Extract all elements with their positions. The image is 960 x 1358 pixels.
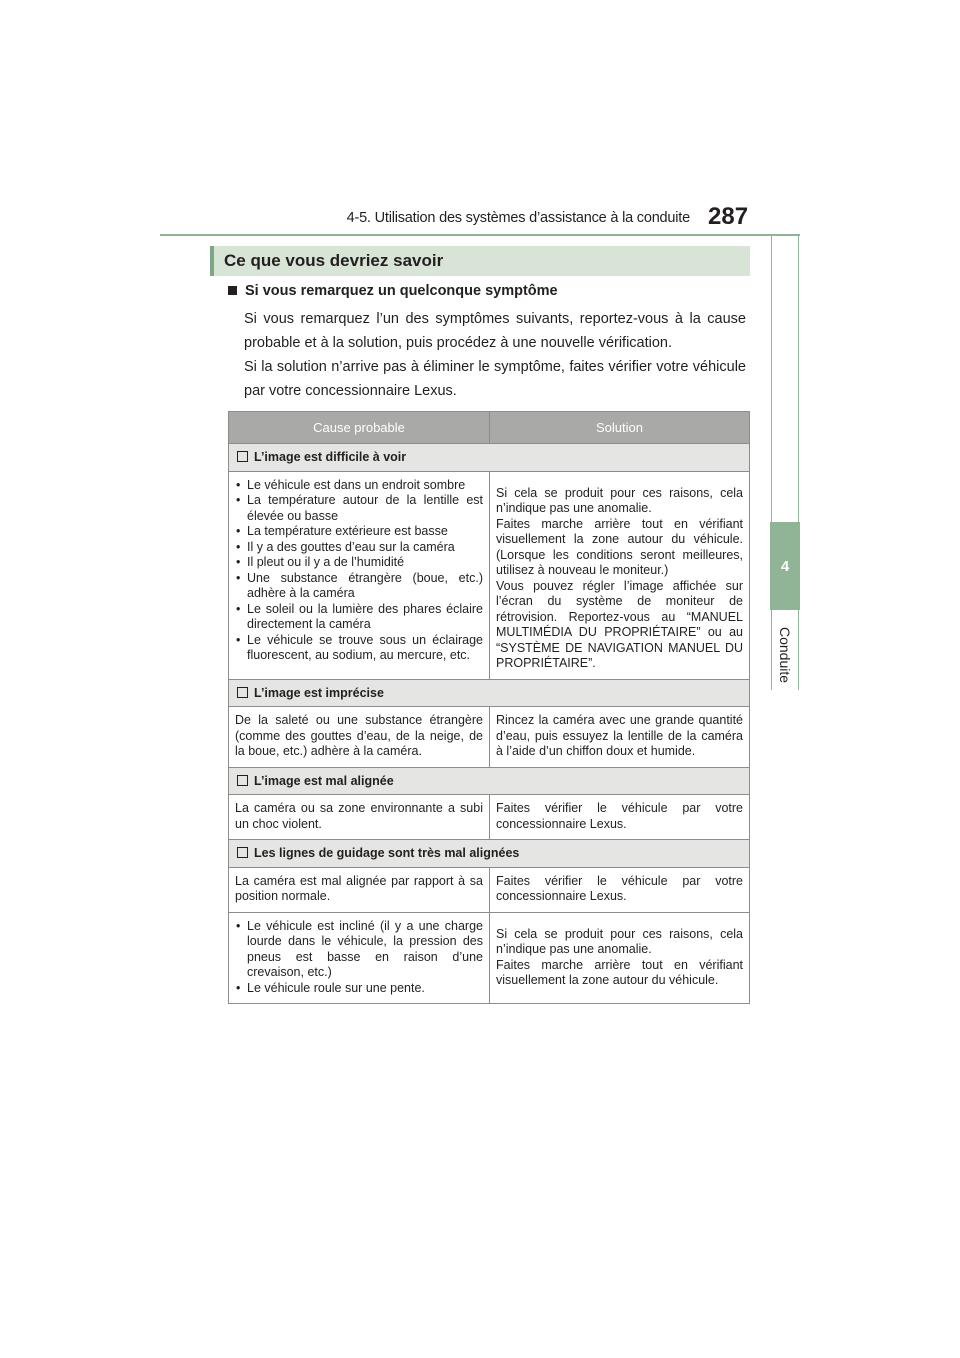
list-item: • Le véhicule est incliné (il y a une charge lourde dans le véhicule, la pression des pneus est basse en raison d’une crevaison, etc.)	[235, 919, 483, 981]
group-row	[229, 767, 750, 795]
table-body	[229, 444, 750, 1004]
section-title: 4-5. Utilisation des systèmes d’assistance à la conduite	[346, 210, 690, 226]
cause-list	[235, 478, 483, 664]
list-item: • Une substance étrangère (boue, etc.) adhère à la caméra	[235, 571, 483, 602]
checkbox-icon	[237, 687, 248, 698]
paragraph: Si la solution n’arrive pas à éliminer le symptôme, faites vérifier votre véhicule par votre concessionnaire Lexus.	[244, 359, 746, 399]
checkbox-icon	[237, 775, 248, 786]
cause-list	[235, 919, 483, 997]
group-row	[229, 679, 750, 707]
solution-cell: Faites vérifier le véhicule par votre concessionnaire Lexus.	[490, 795, 750, 840]
list-item: • Le véhicule est dans un endroit sombre	[235, 478, 483, 494]
cause-cell: La caméra est mal alignée par rapport à sa position normale.	[229, 867, 490, 912]
header-rule	[160, 234, 800, 236]
table-row	[229, 795, 750, 840]
group-title-text: L’image est mal alignée	[254, 773, 394, 788]
group-title	[229, 840, 750, 868]
list-item: • Le soleil ou la lumière des phares éclaire directement la caméra	[235, 602, 483, 633]
list-item: • Il pleut ou il y a de l’humidité	[235, 555, 483, 571]
chapter-label: Conduite	[777, 626, 794, 684]
paragraph: Si vous remarquez l’un des symptômes suivants, reportez-vous à la cause probable et à la solution, puis procédez à une nouvelle vérification.	[244, 311, 746, 351]
group-title-text: Les lignes de guidage sont très mal alignées	[254, 846, 520, 860]
group-title	[229, 767, 750, 795]
group-title	[229, 679, 750, 707]
checkbox-icon	[237, 451, 248, 462]
chapter-tab[interactable]: 4	[770, 522, 800, 610]
square-bullet-icon	[228, 286, 237, 295]
list-item: • Le véhicule se trouve sous un éclairage fluorescent, au sodium, au mercure, etc.	[235, 633, 483, 664]
cause-cell: La caméra ou sa zone environnante a subi un choc violent.	[229, 795, 490, 840]
table-header-row	[229, 412, 750, 444]
group-title	[229, 444, 750, 472]
list-item: • La température extérieure est basse	[235, 524, 483, 540]
troubleshooting-table	[228, 411, 750, 1004]
box-title: Ce que vous devriez savoir	[210, 246, 750, 276]
page-number: 287	[708, 203, 749, 230]
solution-cell: Faites vérifier le véhicule par votre concessionnaire Lexus.	[490, 867, 750, 912]
group-title-text: L’image est imprécise	[254, 685, 384, 700]
subheading: Si vous remarquez un quelconque symptôme	[228, 283, 558, 299]
solution-cell: Rincez la caméra avec une grande quantité d’eau, puis essuyez la lentille de la caméra à l’aide d’un chiffon doux et humide.	[490, 707, 750, 768]
column-header-cause: Cause probable	[229, 412, 490, 444]
solution-cell: Si cela se produit pour ces raisons, cela n’indique pas une anomalie. Faites marche arrière tout en vérifiant visuellement la zone autour du véhicule.	[490, 912, 750, 1004]
table-row	[229, 867, 750, 912]
group-row	[229, 840, 750, 868]
list-item: • Le véhicule roule sur une pente.	[235, 981, 483, 997]
group-row	[229, 444, 750, 472]
column-header-solution: Solution	[490, 412, 750, 444]
cause-cell	[229, 912, 490, 1004]
table-row	[229, 471, 750, 679]
table-row	[229, 707, 750, 768]
cause-cell	[229, 471, 490, 679]
side-tab-border	[771, 234, 799, 522]
group-title-text: L’image est difficile à voir	[254, 450, 407, 464]
cause-cell: De la saleté ou une substance étrangère (comme des gouttes d’eau, de la neige, de la boue, etc.) adhère à la caméra.	[229, 707, 490, 768]
checkbox-icon	[237, 847, 248, 858]
list-item: • La température autour de la lentille est élevée ou basse	[235, 493, 483, 524]
list-item: • Il y a des gouttes d’eau sur la caméra	[235, 540, 483, 556]
solution-cell: Si cela se produit pour ces raisons, cela n’indique pas une anomalie. Faites marche arrière tout en vérifiant visuellement la zone autour du véhicule. (Lorsque les conditions seront meilleures, utilisez à nouveau le moniteur.) Vous pouvez régler l’image affichée sur l’écran du système de moniteur de rétrovision. Reportez-vous au “MANUEL MULTIMÉDIA DU PROPRIÉTAIRE” ou au “SYSTÈME DE NAVIGATION MANUEL DU PROPRIÉTAIRE”.	[490, 471, 750, 679]
table-row	[229, 912, 750, 1004]
